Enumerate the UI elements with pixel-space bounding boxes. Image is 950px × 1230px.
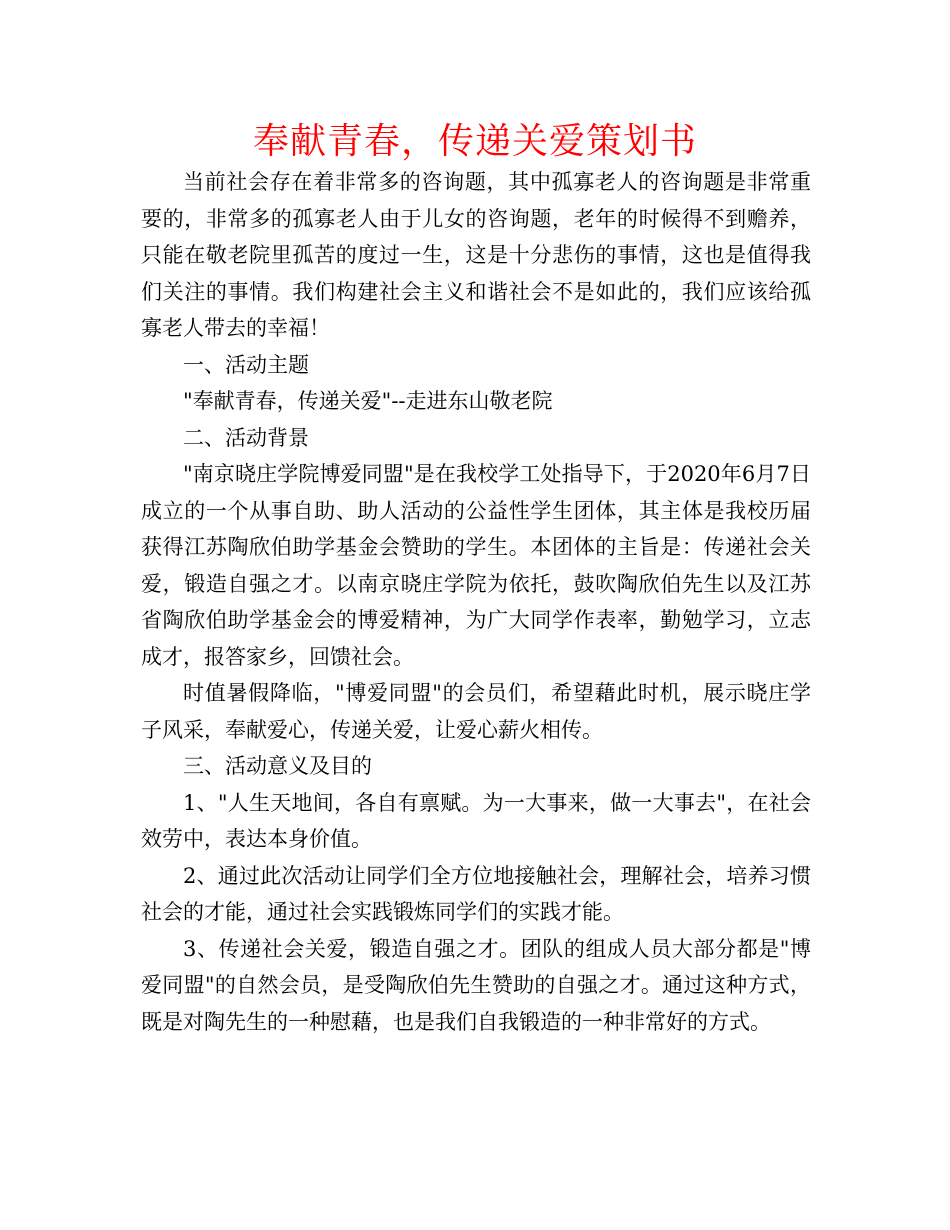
section-heading-purpose: 三、活动意义及目的 <box>183 754 372 778</box>
summer-paragraph: 时值暑假降临，"博爱同盟"的会员们，希望藉此时机，展示晓庄学子风采，奉献爱心，传递关爱，让爱心薪火相传。 <box>141 681 811 742</box>
theme-text: "奉献青春，传递关爱"--走进东山敬老院 <box>183 389 553 413</box>
document-body <box>141 164 811 1040</box>
purpose-item-1: 1、"人生天地间，各自有禀赋。为一大事来，做一大事去"，在社会效劳中，表达本身价值。 <box>141 790 811 851</box>
section-heading-background: 二、活动背景 <box>183 425 309 450</box>
background-paragraph: "南京晓庄学院博爱同盟"是在我校学工处指导下，于2020年6月7日成立的一个从事自助、助人活动的公益性学生团体，其主体是我校历届获得江苏陶欣伯助学基金会赞助的学生。本团体的主旨是：传递社会关爱，锻造自强之才。以南京晓庄学院为依托，鼓吹陶欣伯先生以及江苏省陶欣伯助学基金会的博爱精神，为广大同学作表率，勤勉学习，立志成才，报答家乡，回馈社会。 <box>141 462 811 669</box>
purpose-item-2: 2、通过此次活动让同学们全方位地接触社会，理解社会，培养习惯社会的才能，通过社会实践锻炼同学们的实践才能。 <box>141 863 811 924</box>
document-title: 奉献青春，传递关爱策划书 <box>252 121 697 162</box>
section-heading-theme: 一、活动主题 <box>183 352 309 377</box>
purpose-item-3: 3、传递社会关爱，锻造自强之才。团队的组成人员大部分都是"博爱同盟"的自然会员，是受陶欣伯先生赞助的自强之才。通过这种方式，既是对陶先生的一种慰藉，也是我们自我锻造的一种非常好的方式。 <box>141 936 811 1034</box>
intro-paragraph: 当前社会存在着非常多的咨询题，其中孤寡老人的咨询题是非常重要的，非常多的孤寡老人由于儿女的咨询题，老年的时候得不到赡养，只能在敬老院里孤苦的度过一生，这是十分悲伤的事情，这也是值得我们关注的事情。我们构建社会主义和谐社会不是如此的，我们应该给孤寡老人带去的幸福！ <box>141 170 811 340</box>
